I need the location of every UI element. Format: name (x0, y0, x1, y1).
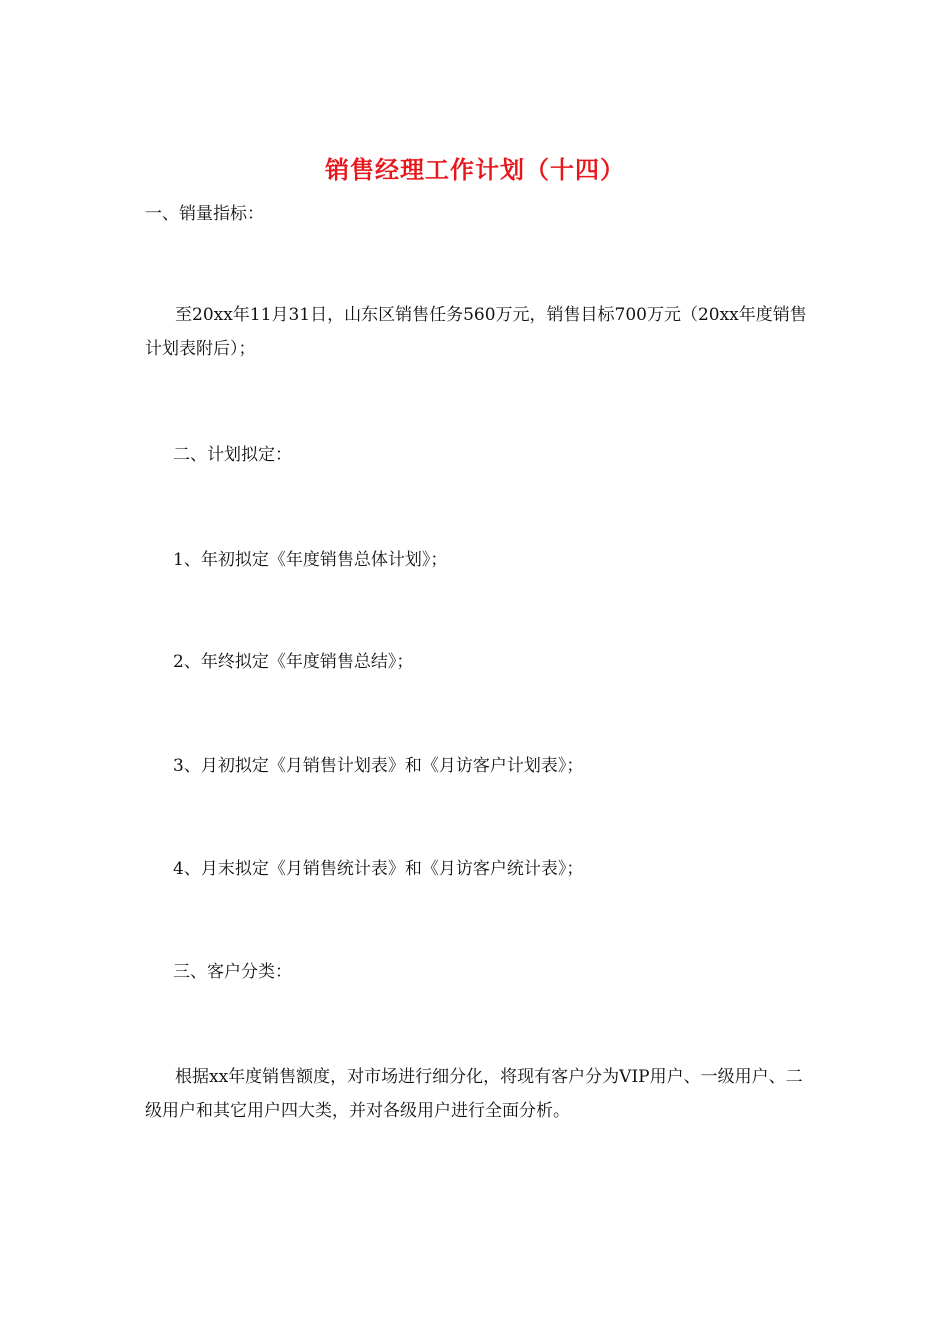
document-title: 销售经理工作计划（十四） (325, 155, 625, 184)
plan-item-2: 2、年终拟定《年度销售总结》； (173, 652, 414, 672)
section1-body: 至20xx年11月31日，山东区销售任务560万元，销售目标700万元（20xx年度销售计划表附后）； (145, 305, 807, 359)
plan-item-1: 1、年初拟定《年度销售总体计划》； (173, 550, 448, 570)
section3-body: 根据xx年度销售额度，对市场进行细分化，将现有客户分为VIP用户、一级用户、二级用户和其它用户四大类，并对各级用户进行全面分析。 (145, 1067, 803, 1121)
plan-item-4: 4、月末拟定《月销售统计表》和《月访客户统计表》； (173, 859, 584, 879)
section2-heading: 二、计划拟定： (173, 445, 292, 465)
plan-item-3: 3、月初拟定《月销售计划表》和《月访客户计划表》； (173, 756, 584, 776)
section3-heading: 三、客户分类： (173, 962, 292, 982)
section1-heading: 一、销量指标： (145, 204, 264, 224)
